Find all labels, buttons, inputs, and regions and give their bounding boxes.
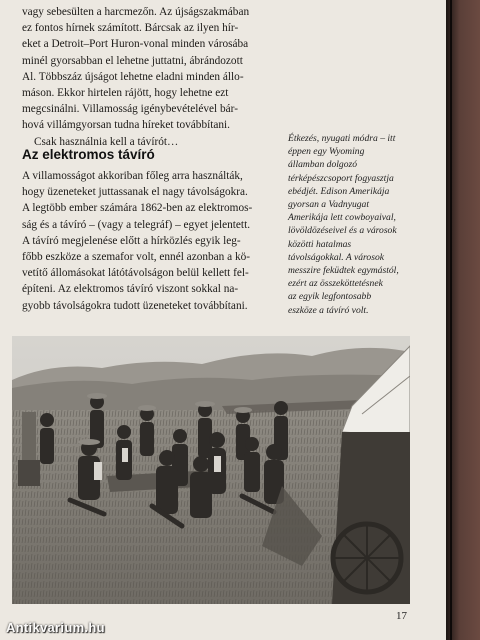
intro-line: máson. Ekkor hirtelen rájött, hogy lehetne ezt	[22, 87, 229, 100]
section-line: vetítő állomásokat látótávolságon belül kellett fel-	[22, 267, 249, 280]
section-line: építeni. Az elektromos távíró viszont sokkal na-	[22, 283, 239, 296]
intro-line: minél gyorsabban el lehetne juttatni, ábrándozott	[22, 54, 243, 67]
section-line: hogy üzeneteket juttassanak el nagy távolságokra.	[22, 186, 248, 199]
page-edge-line	[450, 0, 452, 640]
caption-line: térképészcsoport fogyasztja	[288, 172, 394, 184]
section-line: főbb eszköze a szemafor volt, ennél azonban a kö-	[22, 251, 251, 264]
caption-line: ebédjét. Edison Amerikája	[288, 185, 390, 197]
section-line: A villamosságot akkoriban főleg arra használták,	[22, 170, 243, 182]
caption-line: gyorsan a Vadnyugat	[288, 199, 370, 211]
caption-line: közötti hatalmas	[288, 238, 352, 250]
caption-line: lövöldözéseivel és a városok	[288, 225, 397, 237]
photo-caption	[288, 132, 436, 317]
caption-line: távolságokkal. A városok	[288, 251, 385, 263]
caption-line: ezért az összeköttetésnek	[288, 278, 383, 290]
intro-line: eket a Detroit–Port Huron-vonal minden városába	[22, 38, 249, 51]
section-line: gyobb távolságokra tudott üzeneteket továbbítani.	[22, 299, 248, 312]
caption-line: messzire feküdtek egymástól,	[288, 265, 399, 277]
section-line: ság és a távíró – (vagy a telegráf) – egyet jelentett.	[22, 218, 251, 231]
section-paragraph	[22, 168, 284, 314]
section-line: A távíró megjelenése előtt a hírközlés egyik leg-	[22, 234, 241, 247]
intro-line: hová villámgyorsan tudna híreket továbbítani.	[22, 119, 230, 132]
caption-line: eszköze a távíró volt.	[288, 304, 369, 316]
intro-line: ez fontos hírnek számított. Bárcsak az ilyen hír-	[22, 22, 239, 35]
page-number: 17	[396, 610, 407, 622]
caption-line: államban dolgozó	[288, 159, 358, 171]
intro-text	[22, 4, 282, 150]
intro-line: vagy sebesülten a harcmezőn. Az újságszakmában	[22, 6, 250, 18]
intro-line-final: Csak használnia kell a távírót…	[34, 135, 179, 148]
caption-line: Étkezés, nyugati módra – itt	[288, 133, 396, 144]
historical-photo	[12, 336, 410, 604]
intro-line: megcsinálni. Villamosság igénybevételével bár-	[22, 103, 238, 116]
intro-line: Al. Többszáz újságot lehetne eladni minden állo-	[22, 70, 244, 83]
section-line: A legtöbb ember számára 1862-ben az elektromos-	[22, 202, 253, 215]
watermark-logo: Antikvarium.hu	[6, 620, 105, 635]
section-heading: Az elektromos távíró	[22, 147, 155, 162]
photo-illustration	[12, 336, 410, 604]
section-text	[22, 168, 284, 314]
intro-paragraph	[22, 4, 282, 150]
caption-line: az egyik legfontosabb	[288, 291, 372, 303]
caption-line: éppen egy Wyoming	[288, 146, 365, 158]
caption-line: Amerikája lett cowboyaival,	[288, 212, 396, 224]
